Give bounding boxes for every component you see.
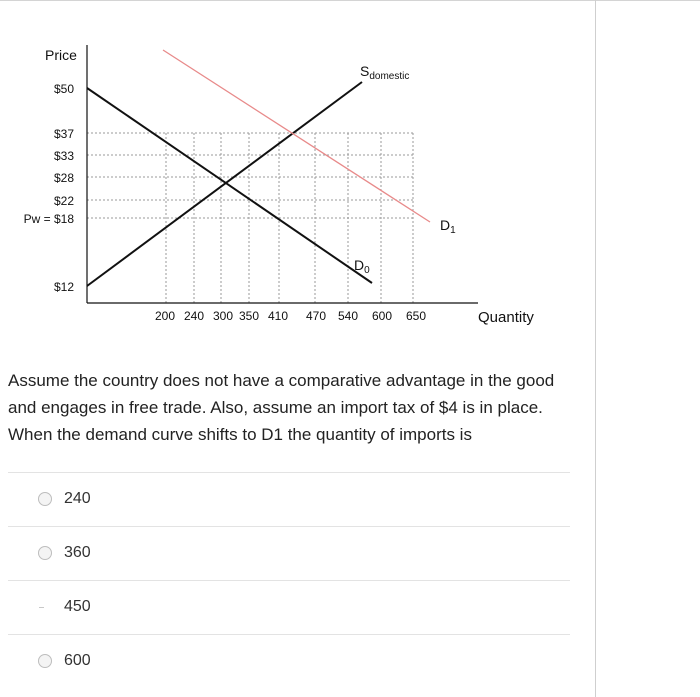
curve-label-d1 <box>440 217 456 236</box>
price-tick-label: $37 <box>53 127 74 141</box>
radio-button-icon[interactable] <box>38 546 52 560</box>
curve-label-main: S <box>360 63 370 79</box>
option-divider <box>8 580 570 581</box>
answer-option-450[interactable] <box>38 594 91 620</box>
quantity-tick-label: 350 <box>239 309 260 323</box>
question-line: When the demand curve shifts to D1 the quantity of imports is <box>8 425 472 444</box>
answer-option-240[interactable] <box>38 486 91 512</box>
supply-demand-chart <box>0 0 700 345</box>
option-divider <box>8 634 570 635</box>
option-divider <box>8 526 570 527</box>
option-label: 240 <box>64 490 91 507</box>
x-axis-title: Quantity <box>478 309 534 326</box>
price-tick-label: $28 <box>53 171 74 185</box>
curve-s <box>87 82 365 286</box>
quantity-tick-label: 240 <box>184 309 205 323</box>
question-line: Assume the country does not have a comparative advantage in the good <box>8 371 555 390</box>
horizontal-reference-lines <box>87 133 413 218</box>
quantity-tick-label: 470 <box>306 309 327 323</box>
quantity-tick-label: 650 <box>406 309 427 323</box>
price-tick-labels <box>24 82 75 294</box>
curve-label-main: D <box>440 217 451 233</box>
answer-option-360[interactable] <box>38 540 91 566</box>
curve-label-main: D <box>354 257 365 273</box>
y-axis-title: Price <box>45 47 77 63</box>
radio-button-icon[interactable] <box>38 654 52 668</box>
quantity-tick-label: 200 <box>155 309 176 323</box>
curve-label-sub: domestic <box>369 71 410 82</box>
curve-label-s <box>360 63 409 82</box>
curves <box>87 50 430 286</box>
price-tick-label: $12 <box>53 280 74 294</box>
answer-option-600[interactable] <box>38 648 91 674</box>
price-tick-label: $50 <box>53 82 74 96</box>
curve-label-sub: 1 <box>450 225 456 236</box>
question-line: and engages in free trade. Also, assume an import tax of $4 is in place. <box>8 398 543 417</box>
radio-button-icon[interactable] <box>38 492 52 506</box>
option-label: 360 <box>64 544 91 561</box>
quantity-tick-label: 410 <box>268 309 289 323</box>
price-tick-label: Pw = $18 <box>23 212 74 226</box>
quantity-tick-label: 540 <box>338 309 359 323</box>
option-label: 450 <box>64 598 91 615</box>
curve-labels <box>354 63 456 276</box>
quantity-tick-label: 600 <box>372 309 393 323</box>
question-text <box>8 367 588 448</box>
option-label: 600 <box>64 652 91 669</box>
quantity-tick-label: 300 <box>213 309 234 323</box>
price-tick-label: $22 <box>53 194 74 208</box>
option-divider <box>8 472 570 473</box>
quantity-tick-labels <box>155 309 426 323</box>
curve-label-sub: 0 <box>364 265 370 276</box>
price-tick-label: $33 <box>53 149 74 163</box>
radio-button-icon[interactable] <box>38 600 52 614</box>
